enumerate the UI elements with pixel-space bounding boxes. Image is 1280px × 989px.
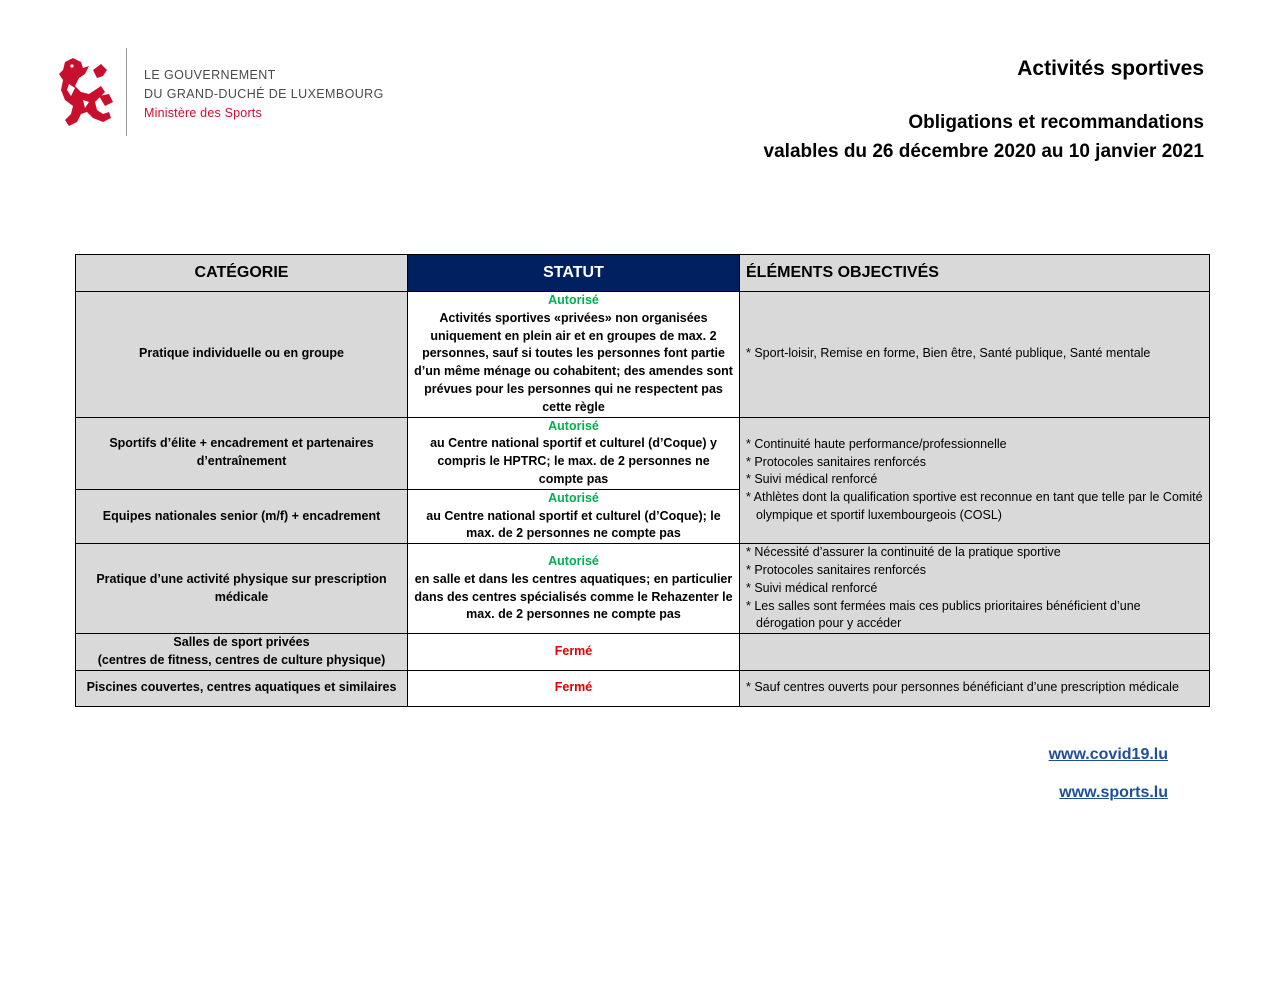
elements-cell [740, 670, 1210, 706]
status-authorized-label: Autorisé [548, 293, 599, 307]
ministry-name: Ministère des Sports [144, 106, 262, 120]
table-row [76, 670, 1210, 706]
element-item: * Suivi médical renforcé [746, 580, 878, 595]
table-row [76, 544, 1210, 634]
category-cell: Pratique individuelle ou en groupe [76, 292, 408, 418]
status-cell [408, 544, 740, 634]
element-item: * Nécessité d’assurer la continuité de la pratique sportive [746, 545, 1061, 560]
status-authorized-label: Autorisé [548, 418, 599, 433]
page-title: Activités sportives [1017, 57, 1204, 80]
gov-line-1: LE GOUVERNEMENT [144, 68, 276, 82]
status-cell [408, 634, 740, 671]
category-cell: Piscines couvertes, centres aquatiques et similaires [76, 670, 408, 706]
status-closed-label: Fermé [554, 644, 593, 659]
elements-cell [740, 292, 1210, 418]
logo-divider [126, 48, 127, 136]
category-line-1: Salles de sport privées [173, 635, 310, 650]
status-detail: au Centre national sportif et culturel (d’Coque) y compris le HPTRC; le max. de 2 personnes ne compte pas [430, 436, 717, 486]
subtitle-line-1: Obligations et recommandations [908, 112, 1204, 133]
status-cell [408, 292, 740, 418]
table-header-row [76, 255, 1210, 292]
sports-rules-table [75, 254, 1210, 707]
element-item: * Sauf centres ouverts pour personnes bénéficiant d’une prescription médicale [746, 680, 1179, 695]
table-row [76, 417, 1210, 489]
category-cell [76, 634, 408, 671]
link-sports[interactable]: www.sports.lu [1059, 784, 1168, 801]
category-cell: Pratique d’une activité physique sur prescription médicale [76, 544, 408, 634]
government-name [144, 66, 384, 123]
column-header-status: STATUT [408, 255, 740, 292]
elements-cell [740, 417, 1210, 544]
status-detail: en salle et dans les centres aquatiques; en particulier dans des centres spécialisés comme le Rehazenter le max. de 2 personnes ne compte pas [414, 571, 733, 622]
status-authorized-label: Autorisé [548, 554, 599, 569]
status-closed-label: Fermé [554, 680, 593, 695]
status-detail: au Centre national sportif et culturel (d’Coque); le max. de 2 personnes ne compte pas [426, 508, 721, 541]
status-detail: Activités sportives «privées» non organisées uniquement en plein air et en groupes de max. 2 personnes, sauf si toutes les personnes font partie d’un même ménage ou cohabitent; des amendes sont prévues pour les personnes qui ne respectent pas cette règle [414, 310, 733, 414]
column-header-elements: ÉLÉMENTS OBJECTIVÉS [740, 255, 1210, 292]
category-cell: Equipes nationales senior (m/f) + encadrement [76, 489, 408, 543]
elements-cell [740, 634, 1210, 671]
element-item: * Protocoles sanitaires renforcés [746, 454, 926, 469]
status-cell [408, 417, 740, 489]
category-cell: Sportifs d’élite + encadrement et partenaires d’entraînement [76, 417, 408, 489]
status-authorized-label: Autorisé [548, 490, 599, 505]
category-line-2: (centres de fitness, centres de culture physique) [97, 652, 386, 667]
link-covid19[interactable]: www.covid19.lu [1048, 746, 1168, 763]
element-item: * Les salles sont fermées mais ces publics prioritaires bénéficient d’une dérogation pour y accéder [746, 598, 1141, 631]
element-item: * Suivi médical renforcé [746, 472, 878, 487]
table-row [76, 634, 1210, 671]
element-item: * Continuité haute performance/professionnelle [746, 436, 1007, 451]
gov-line-2: DU GRAND-DUCHÉ DE LUXEMBOURG [144, 87, 384, 101]
page-subtitle [764, 108, 1204, 166]
elements-cell [740, 544, 1210, 634]
table-row [76, 292, 1210, 418]
column-header-category: CATÉGORIE [76, 255, 408, 292]
element-item: * Athlètes dont la qualification sportive est reconnue en tant que telle par le Comité olympique et sportif luxembourgeois (COSL) [746, 490, 1203, 523]
subtitle-line-2: valables du 26 décembre 2020 au 10 janvier 2021 [763, 141, 1204, 162]
element-item: * Protocoles sanitaires renforcés [746, 562, 926, 577]
status-cell [408, 670, 740, 706]
status-cell [408, 489, 740, 543]
luxembourg-lion-logo-icon [55, 56, 115, 128]
element-item: * Sport-loisir, Remise en forme, Bien être, Santé publique, Santé mentale [746, 346, 1151, 361]
